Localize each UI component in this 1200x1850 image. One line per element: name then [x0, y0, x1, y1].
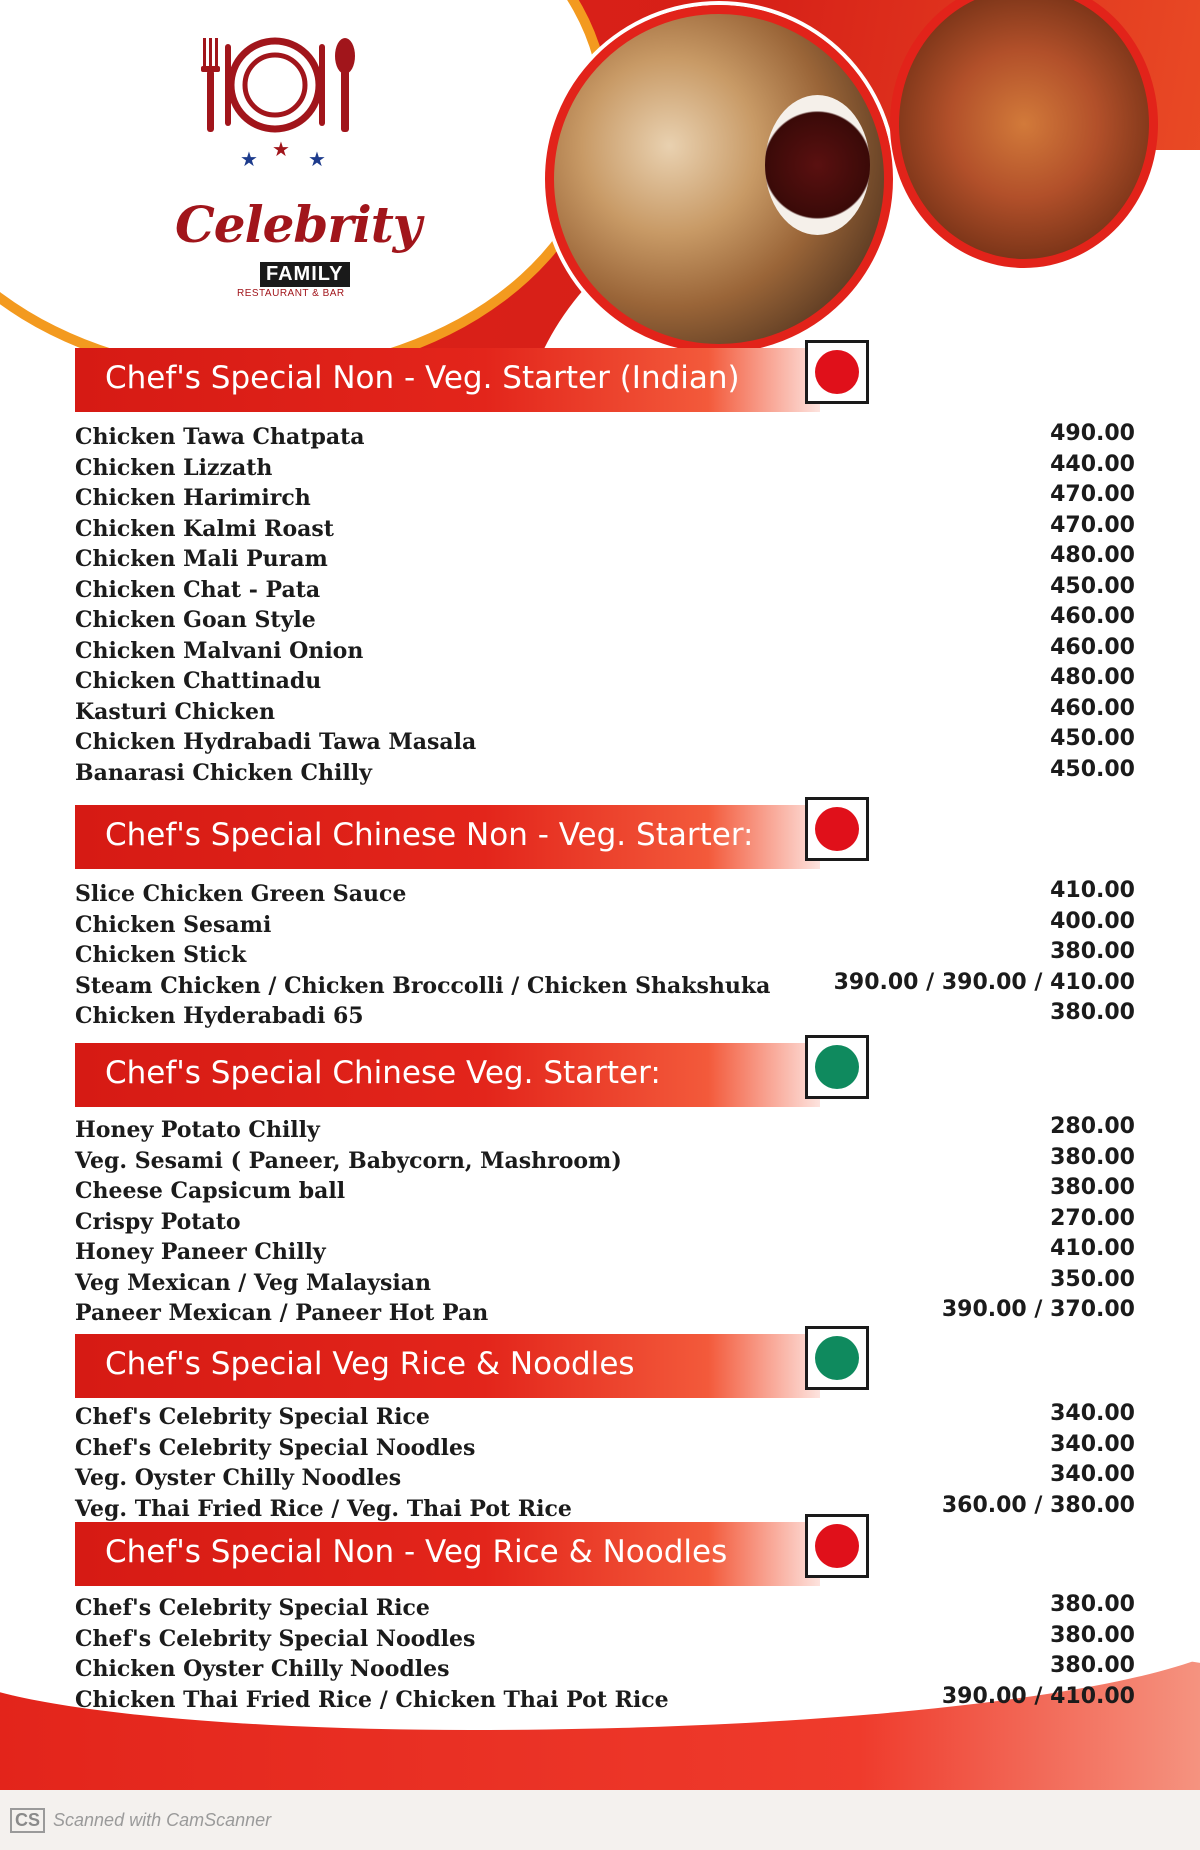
veg-dot-icon — [815, 1336, 859, 1380]
item-name: Chicken Goan Style — [75, 607, 316, 633]
menu-item — [75, 908, 1135, 943]
section-nonveg-rice-noodles-items — [75, 1592, 1135, 1717]
section-chinese-nonveg-starter — [75, 805, 1135, 1034]
menu-item — [75, 1462, 1135, 1496]
item-price: 460.00 — [1050, 634, 1135, 660]
svg-text:★: ★ — [272, 140, 290, 161]
item-name: Cheese Capsicum ball — [75, 1178, 346, 1204]
menu-item — [75, 1236, 1135, 1270]
item-price: 450.00 — [1050, 726, 1135, 751]
item-price: 380.00 — [1050, 1000, 1135, 1025]
menu-item — [75, 1297, 1135, 1331]
menu-item — [75, 726, 1135, 760]
item-name: Chef's Celebrity Special Rice — [75, 1595, 430, 1621]
section-nonveg-starter-indian — [75, 348, 1135, 790]
section-title: Chef's Special Chinese Non - Veg. Starter: — [105, 817, 754, 853]
nonveg-indicator — [805, 1514, 869, 1578]
item-price: 350.00 — [1050, 1266, 1135, 1292]
item-price: 380.00 — [1050, 1653, 1135, 1678]
item-name: Crispy Potato — [75, 1208, 241, 1235]
item-name: Chicken Hyderabadi 65 — [75, 1003, 364, 1029]
item-price: 380.00 — [1050, 939, 1135, 964]
section-title: Chef's Special Non - Veg. Starter (Indian) — [105, 360, 740, 396]
nonveg-dot-icon — [815, 350, 859, 394]
menu-item — [75, 756, 1135, 791]
item-name: Paneer Mexican / Paneer Hot Pan — [75, 1300, 489, 1326]
item-price: 460.00 — [1050, 604, 1135, 629]
item-price: 380.00 — [1050, 1622, 1135, 1648]
item-name: Kasturi Chicken — [75, 698, 276, 725]
menu-item — [75, 878, 1135, 912]
menu-item — [75, 543, 1135, 577]
item-price: 410.00 — [1050, 1236, 1135, 1261]
section-banner — [75, 1522, 820, 1586]
menu-item — [75, 604, 1135, 638]
menu-item — [75, 1000, 1135, 1034]
item-price: 380.00 — [1050, 1592, 1135, 1617]
section-banner — [75, 1043, 820, 1107]
menu-item — [75, 421, 1135, 455]
scanner-text: Scanned with CamScanner — [53, 1810, 272, 1830]
food-photo-dip — [765, 95, 870, 235]
item-name: Veg. Thai Fried Rice / Veg. Thai Pot Rice — [75, 1495, 572, 1522]
item-name: Chicken Kalmi Roast — [75, 515, 334, 542]
item-name: Honey Paneer Chilly — [75, 1239, 326, 1265]
item-name: Steam Chicken / Chicken Broccolli / Chicken Shakshuka — [75, 972, 771, 999]
menu-item — [75, 1592, 1135, 1626]
svg-text:★: ★ — [240, 147, 258, 170]
item-price: 270.00 — [1050, 1205, 1135, 1231]
section-banner — [75, 805, 820, 869]
section-title: Chef's Special Veg Rice & Noodles — [105, 1346, 635, 1382]
menu-item — [75, 1144, 1135, 1179]
item-price: 400.00 — [1050, 908, 1135, 934]
menu-item — [75, 482, 1135, 516]
item-name: Chicken Lizzath — [75, 454, 273, 481]
item-price: 380.00 — [1050, 1144, 1135, 1170]
menu-item — [75, 665, 1135, 699]
item-name: Chicken Harimirch — [75, 485, 311, 511]
section-banner — [75, 1334, 820, 1398]
item-name: Veg Mexican / Veg Malaysian — [75, 1269, 431, 1296]
item-name: Veg. Sesami ( Paneer, Babycorn, Mashroom) — [75, 1147, 622, 1174]
menu-item — [75, 573, 1135, 608]
item-price: 470.00 — [1050, 512, 1135, 538]
item-name: Chicken Tawa Chatpata — [75, 424, 365, 450]
menu-item — [75, 1175, 1135, 1209]
item-price: 450.00 — [1050, 756, 1135, 782]
menu-item — [75, 1653, 1135, 1687]
menu-item — [75, 1114, 1135, 1148]
item-name: Chicken Chat - Pata — [75, 576, 321, 603]
menu-item — [75, 1622, 1135, 1657]
item-price: 340.00 — [1050, 1462, 1135, 1487]
item-name: Banarasi Chicken Chilly — [75, 759, 372, 786]
nonveg-dot-icon — [815, 1524, 859, 1568]
item-name: Chicken Hydrabadi Tawa Masala — [75, 729, 477, 755]
item-price: 480.00 — [1050, 543, 1135, 568]
brand-subtitle: RESTAURANT & BAR — [237, 288, 345, 299]
menu-item — [75, 939, 1135, 973]
item-price: 390.00 / 410.00 — [941, 1683, 1135, 1709]
brand-family-label: FAMILY — [260, 262, 350, 287]
item-price: 340.00 — [1050, 1401, 1135, 1426]
item-price: 280.00 — [1050, 1114, 1135, 1139]
item-price: 460.00 — [1050, 695, 1135, 721]
scanner-watermark — [10, 1808, 271, 1833]
nonveg-indicator — [805, 340, 869, 404]
item-price: 490.00 — [1050, 421, 1135, 446]
item-name: Chicken Thai Fried Rice / Chicken Thai Pot Rice — [75, 1686, 669, 1713]
nonveg-dot-icon — [815, 807, 859, 851]
menu-item — [75, 1683, 1135, 1718]
section-title: Chef's Special Chinese Veg. Starter: — [105, 1055, 661, 1091]
item-price: 440.00 — [1050, 451, 1135, 477]
menu-item — [75, 1266, 1135, 1301]
menu-item — [75, 1205, 1135, 1240]
brand-name: Celebrity — [175, 195, 421, 254]
item-name: Chicken Malvani Onion — [75, 637, 364, 664]
stars-icon — [220, 140, 340, 170]
item-name: Veg. Oyster Chilly Noodles — [75, 1465, 402, 1491]
item-price: 380.00 — [1050, 1175, 1135, 1200]
veg-dot-icon — [815, 1045, 859, 1089]
item-price: 480.00 — [1050, 665, 1135, 690]
menu-item — [75, 1431, 1135, 1466]
menu-item — [75, 634, 1135, 669]
item-name: Chicken Mali Puram — [75, 546, 328, 572]
menu-item — [75, 1401, 1135, 1435]
item-price: 410.00 — [1050, 878, 1135, 903]
item-price: 340.00 — [1050, 1431, 1135, 1457]
menu-item — [75, 695, 1135, 730]
item-name: Chef's Celebrity Special Noodles — [75, 1625, 476, 1652]
item-name: Honey Potato Chilly — [75, 1117, 320, 1143]
item-price: 390.00 / 390.00 / 410.00 — [833, 969, 1135, 995]
section-chinese-veg-starter — [75, 1043, 1135, 1331]
restaurant-logo — [165, 30, 421, 310]
item-name: Chicken Chattinadu — [75, 668, 322, 694]
menu-item — [75, 451, 1135, 486]
item-price: 450.00 — [1050, 573, 1135, 599]
item-price: 360.00 / 380.00 — [941, 1492, 1135, 1518]
section-title: Chef's Special Non - Veg Rice & Noodles — [105, 1534, 728, 1570]
item-price: 470.00 — [1050, 482, 1135, 507]
item-name: Chef's Celebrity Special Rice — [75, 1404, 430, 1430]
nonveg-indicator — [805, 797, 869, 861]
fork-plate-spoon-icon — [195, 30, 365, 140]
section-nonveg-rice-noodles — [75, 1522, 1135, 1586]
menu-item — [75, 512, 1135, 547]
item-name: Slice Chicken Green Sauce — [75, 881, 407, 907]
item-name: Chicken Sesami — [75, 911, 272, 938]
veg-indicator — [805, 1326, 869, 1390]
veg-indicator — [805, 1035, 869, 1099]
section-veg-rice-noodles — [75, 1334, 1135, 1526]
camscanner-logo-icon: CS — [10, 1808, 45, 1833]
item-name: Chicken Oyster Chilly Noodles — [75, 1656, 450, 1682]
section-banner — [75, 348, 820, 412]
svg-text:★: ★ — [308, 147, 326, 170]
item-price: 390.00 / 370.00 — [941, 1297, 1135, 1322]
item-name: Chef's Celebrity Special Noodles — [75, 1434, 476, 1461]
menu-item — [75, 969, 1135, 1004]
item-name: Chicken Stick — [75, 942, 247, 968]
